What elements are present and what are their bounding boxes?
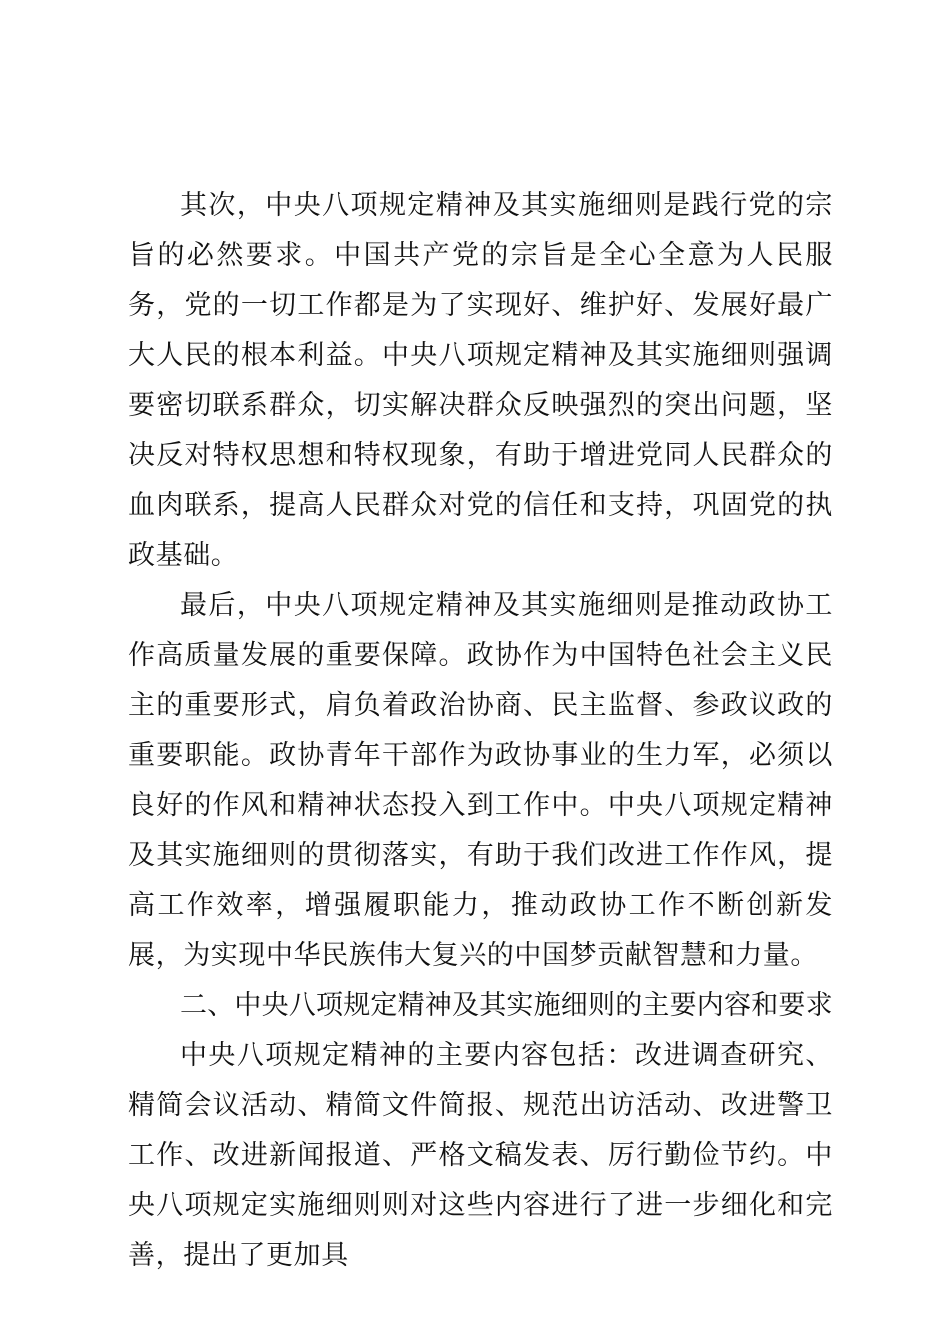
paragraph-main-content: 中央八项规定精神的主要内容包括：改进调查研究、精简会议活动、精简文件简报、规范出访活动、改进警卫工作、改进新闻报道、严格文稿发表、厉行勤俭节约。中央八项规定实施细则则对这些内容进行了进一步细化和完善，提出了更加具 xyxy=(128,1040,833,1271)
section-heading: 二、中央八项规定精神及其实施细则的主要内容和要求 xyxy=(180,990,833,1021)
document-body xyxy=(128,181,833,1281)
paragraph-purpose: 其次，中央八项规定精神及其实施细则是践行党的宗旨的必然要求。中国共产党的宗旨是全心全意为人民服务，党的一切工作都是为了实现好、维护好、发展好最广大人民的根本利益。中央八项规定精神及其实施细则强调要密切联系群众，切实解决群众反映强烈的突出问题，坚决反对特权思想和特权现象，有助于增进党同人民群众的血肉联系，提高人民群众对党的信任和支持，巩固党的执政基础。 xyxy=(128,190,833,571)
paragraph-cppcc-guarantee: 最后，中央八项规定精神及其实施细则是推动政协工作高质量发展的重要保障。政协作为中国特色社会主义民主的重要形式，肩负着政治协商、民主监督、参政议政的重要职能。政协青年干部作为政协事业的生力军，必须以良好的作风和精神状态投入到工作中。中央八项规定精神及其实施细则的贯彻落实，有助于我们改进工作作风，提高工作效率，增强履职能力，推动政协工作不断创新发展，为实现中华民族伟大复兴的中国梦贡献智慧和力量。 xyxy=(128,590,833,971)
